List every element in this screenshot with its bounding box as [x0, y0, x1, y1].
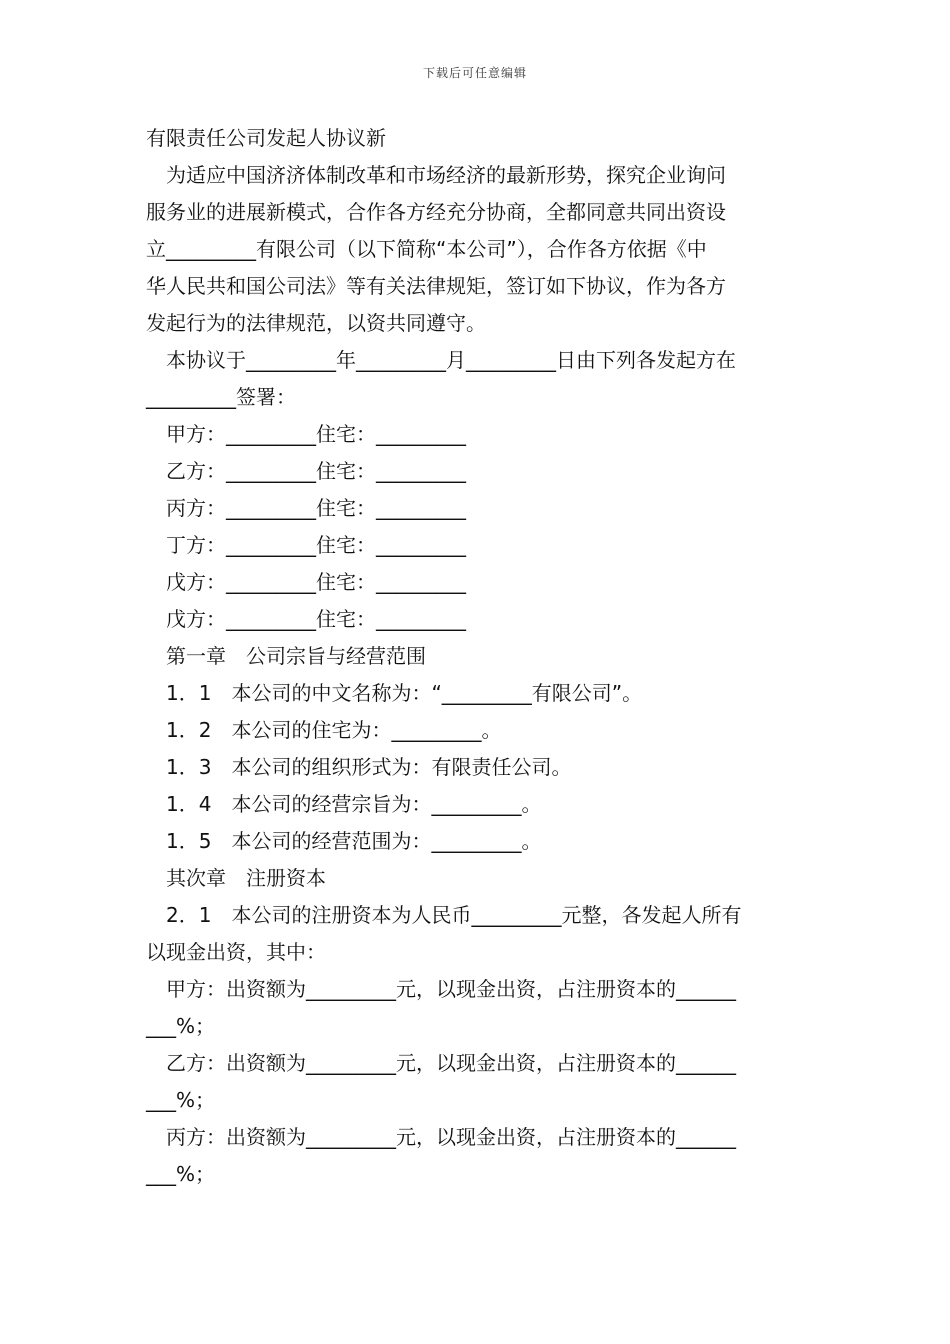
intro-line: 服务业的进展新模式，合作各方经充分协商，全都同意共同出资设	[146, 200, 726, 224]
contribution-line: 丙方：出资额为_________元，以现金出资，占注册资本的______	[166, 1125, 736, 1149]
document-title: 有限责任公司发起人协议新	[146, 126, 386, 150]
party-line: 甲方：_________住宅：_________	[166, 422, 466, 446]
clause-line: 1．4 本公司的经营宗旨为：_________。	[166, 792, 542, 816]
party-line: 丁方：_________住宅：_________	[166, 533, 466, 557]
clause-line: 1．1 本公司的中文名称为：“_________有限公司”。	[166, 681, 643, 705]
intro-line: 为适应中国济济体制改革和市场经济的最新形势，探究企业询问	[166, 163, 726, 187]
contribution-line: 甲方：出资额为_________元，以现金出资，占注册资本的______	[166, 977, 736, 1001]
clause-line: 2．1 本公司的注册资本为人民币_________元整，各发起人所有	[166, 903, 742, 927]
party-line: 乙方：_________住宅：_________	[166, 459, 466, 483]
clause-line: 1．3 本公司的组织形式为：有限责任公司。	[166, 755, 572, 779]
party-line: 丙方：_________住宅：_________	[166, 496, 466, 520]
party-line: 戊方：_________住宅：_________	[166, 607, 466, 631]
contribution-line: 乙方：出资额为_________元，以现金出资，占注册资本的______	[166, 1051, 736, 1075]
contribution-line: ___%；	[146, 1014, 216, 1038]
signing-line: _________签署：	[146, 385, 296, 409]
intro-line: 华人民共和国公司法》等有关法律规矩，签订如下协议，作为各方	[146, 274, 726, 298]
chapter-heading: 第一章 公司宗旨与经营范围	[166, 644, 426, 668]
signing-line: 本协议于_________年_________月_________日由下列各发起方在	[166, 348, 736, 372]
contribution-line: ___%；	[146, 1162, 216, 1186]
page-header-note: 下载后可任意编辑	[422, 66, 527, 80]
intro-line: 发起行为的法律规范，以资共同遵守。	[146, 311, 486, 335]
clause-line: 1．5 本公司的经营范围为：_________。	[166, 829, 542, 853]
clause-line: 以现金出资，其中：	[146, 940, 326, 964]
chapter-heading: 其次章 注册资本	[166, 866, 326, 890]
intro-line: 立_________有限公司（以下简称“本公司”），合作各方依据《中	[146, 237, 707, 261]
party-line: 戊方：_________住宅：_________	[166, 570, 466, 594]
contribution-line: ___%；	[146, 1088, 216, 1112]
document-body	[146, 120, 808, 1193]
clause-line: 1．2 本公司的住宅为：_________。	[166, 718, 502, 742]
